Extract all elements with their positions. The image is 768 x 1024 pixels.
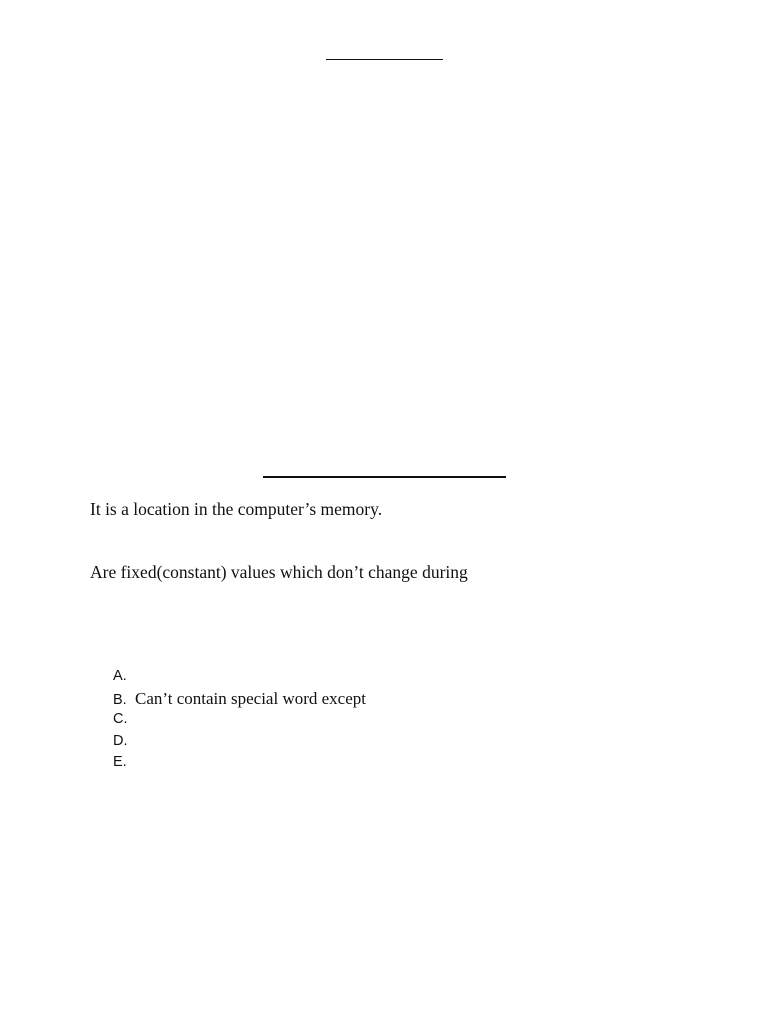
list-marker: D. xyxy=(113,732,128,749)
list-item xyxy=(113,688,366,710)
paragraph-variable-definition: It is a location in the computer’s memory. xyxy=(90,499,383,519)
list-item-text: Can’t contain special word except xyxy=(135,688,366,708)
list-item xyxy=(113,731,366,753)
list-marker: A. xyxy=(113,668,127,684)
blank-title-line-top xyxy=(326,59,443,60)
list-marker: B. xyxy=(113,691,127,708)
list-item xyxy=(113,666,366,688)
list-marker: E. xyxy=(113,754,127,770)
list-item xyxy=(113,709,366,731)
blank-title-line-middle xyxy=(263,476,506,478)
list-item xyxy=(113,752,366,774)
rules-list xyxy=(113,666,366,774)
list-marker: C. xyxy=(113,711,128,727)
paragraph-constants-definition: Are fixed(constant) values which don’t change during xyxy=(90,562,468,582)
